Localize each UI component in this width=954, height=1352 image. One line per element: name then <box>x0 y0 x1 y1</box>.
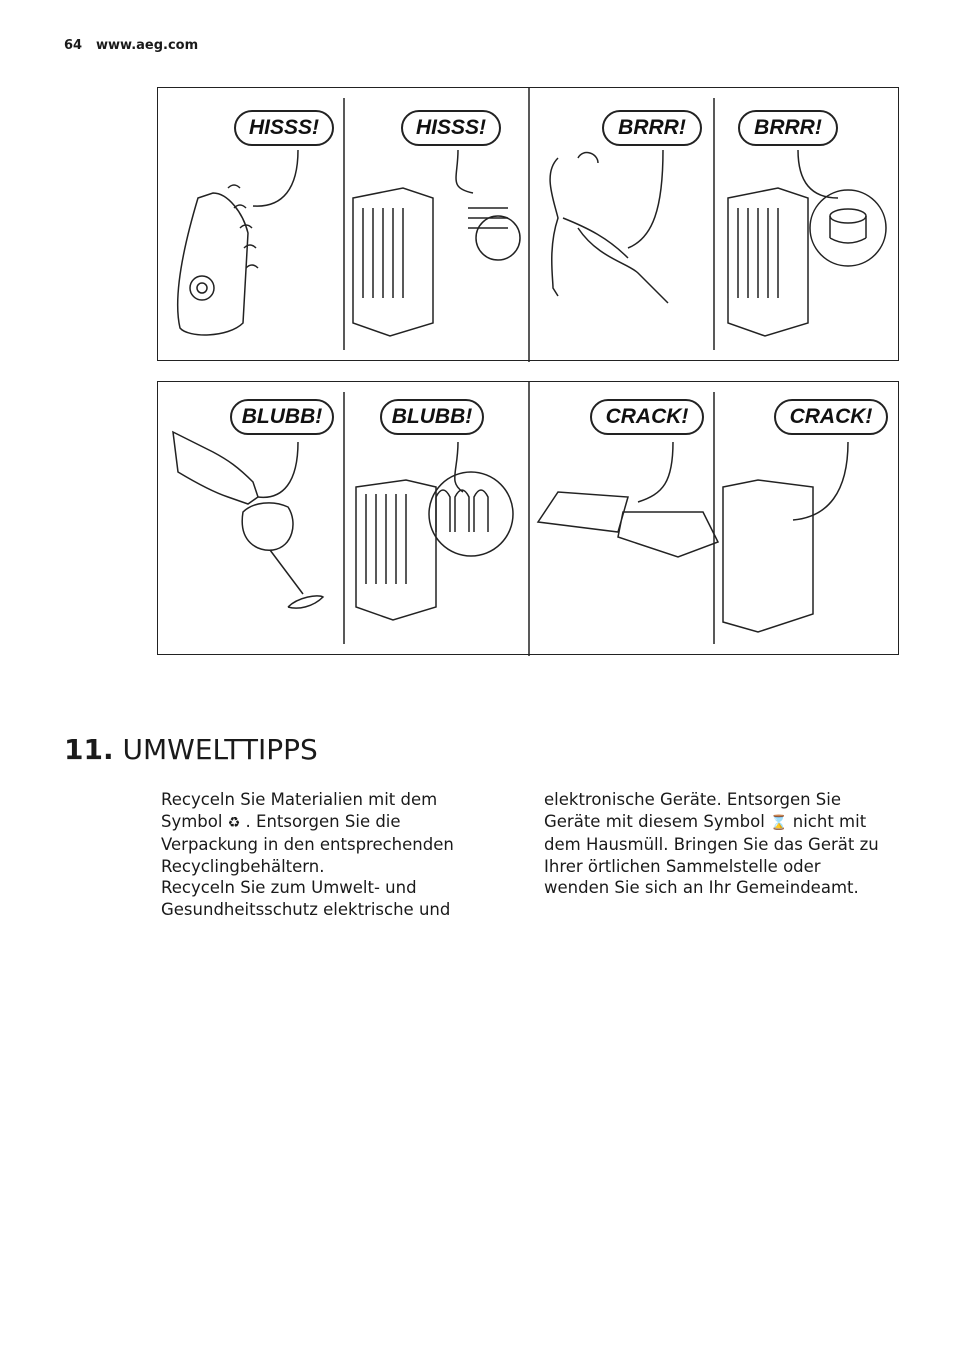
speech-bubble-crack-fridge: CRACK! <box>774 399 888 435</box>
stretching-cat-icon <box>550 158 668 303</box>
noise-illustration-top <box>157 87 899 361</box>
wine-glass-icon <box>242 503 323 608</box>
steam-iron-icon <box>178 193 248 335</box>
paragraph-disposal: elektronische Geräte. Entsorgen Sie Geräte mit diesem Symbol ⌛ nicht mit dem Hausmüll. Bringen Sie das Gerät zu Ihrer örtlichen Sammelstelle oder wenden Sie sich an Ihr Gemeindeamt. <box>544 790 879 897</box>
speech-bubble-crack-tray: CRACK! <box>590 399 704 435</box>
fridge-front-icon <box>723 480 813 632</box>
section-title: UMWELTTIPPS <box>122 733 318 766</box>
section-number: 11. <box>64 733 114 766</box>
site-url[interactable]: www.aeg.com <box>96 38 199 53</box>
crossed-bin-icon: ⌛ <box>770 814 788 831</box>
wine-bottle-icon <box>173 432 258 504</box>
speech-bubble-brrr-cat: BRRR! <box>602 110 702 146</box>
noise-illustration-bottom <box>157 381 899 655</box>
speech-bubble-hiss-iron: HISSS! <box>234 110 334 146</box>
text-column-right <box>544 789 884 899</box>
recycle-icon: ♻ <box>227 814 241 831</box>
page-number: 64 <box>64 38 83 53</box>
paragraph-recycle: Recyceln Sie Materialien mit dem Symbol ♻ . Entsorgen Sie die Verpackung in den entsprechenden Recyclingbehältern. <box>161 790 454 876</box>
speech-bubble-hiss-fridge: HISSS! <box>401 110 501 146</box>
speech-bubble-blubb-fridge: BLUBB! <box>380 399 484 435</box>
text-column-left <box>161 789 501 920</box>
speech-bubble-blubb-wine: BLUBB! <box>230 399 334 435</box>
cracked-ice-tray-icon <box>538 492 718 557</box>
section-heading <box>64 733 318 766</box>
paragraph-electrical: Recyceln Sie zum Umwelt- und Gesundheitsschutz elektrische und <box>161 878 451 919</box>
speech-bubble-brrr-fridge: BRRR! <box>738 110 838 146</box>
